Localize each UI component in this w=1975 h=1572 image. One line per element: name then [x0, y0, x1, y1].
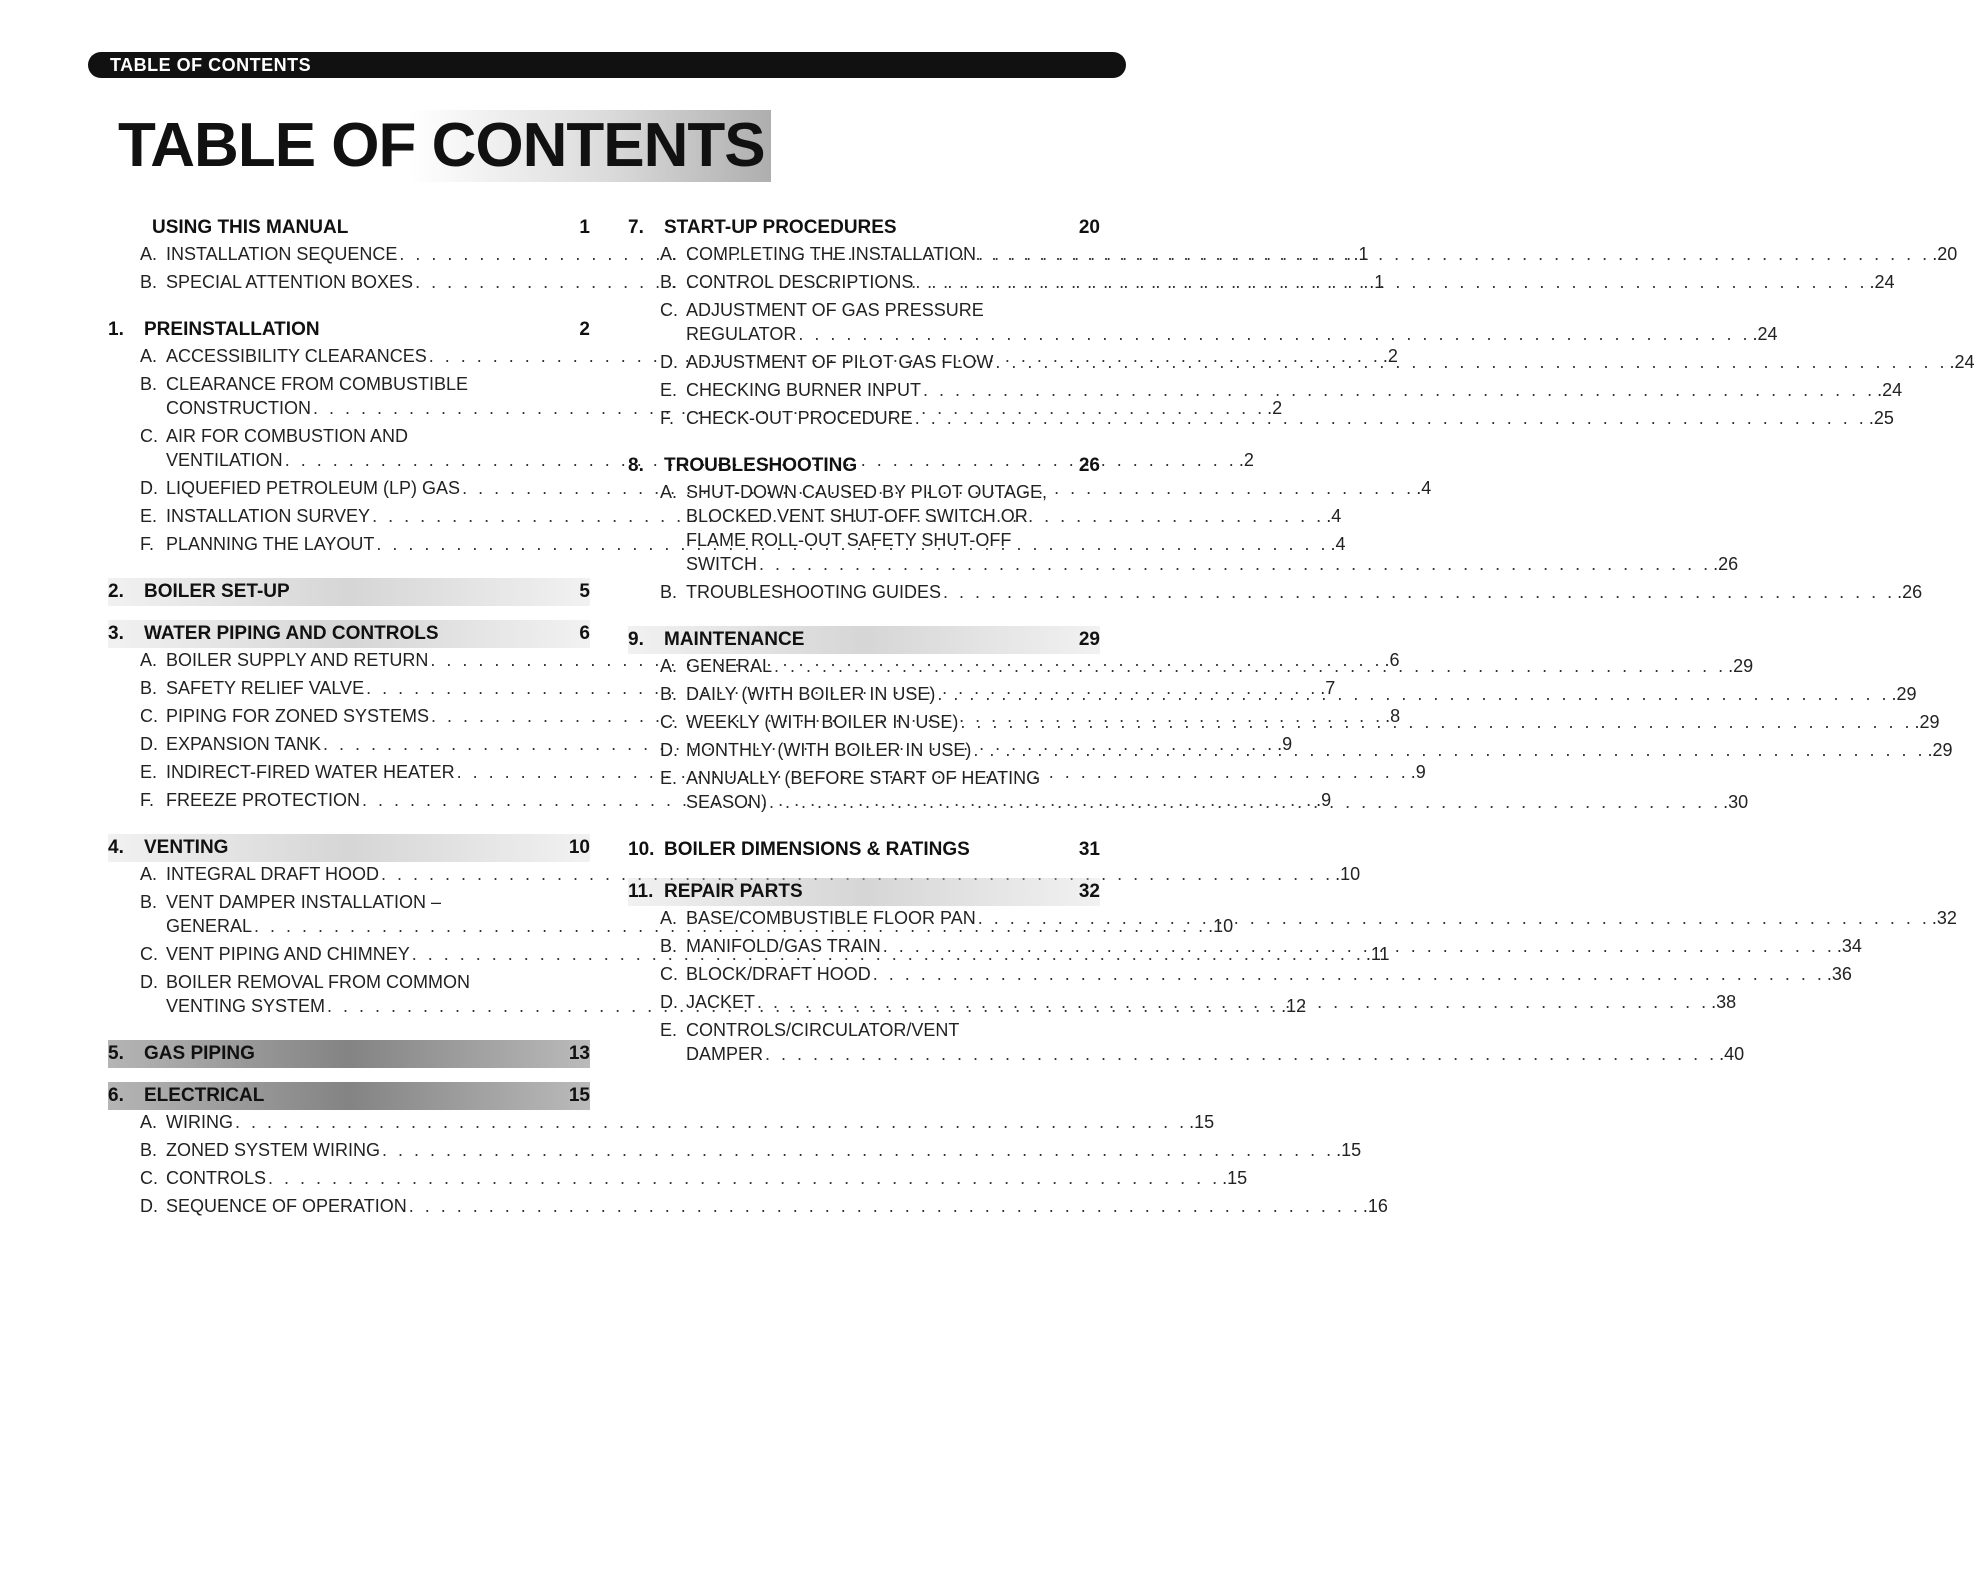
- entry-letter: E.: [140, 762, 158, 782]
- section-number: 9.: [628, 629, 644, 650]
- entry-page-number: .24: [1949, 352, 1975, 372]
- section-heading[interactable]: [628, 214, 1100, 242]
- entry-letter: D.: [660, 352, 678, 372]
- entry-text: BOILER SUPPLY AND RETURN: [166, 650, 429, 670]
- entry-page-number: .24: [1752, 324, 1778, 344]
- entry-text: CONTROLS/CIRCULATOR/VENT: [686, 1020, 960, 1040]
- toc-section-gas-piping: [108, 1040, 590, 1068]
- dot-leader: [978, 906, 1930, 930]
- entry-letter: D.: [140, 1196, 158, 1216]
- dot-leader: [268, 1166, 1220, 1190]
- entry-letter: C.: [660, 300, 678, 320]
- section-title: ELECTRICAL: [144, 1085, 265, 1106]
- entry-text: PLANNING THE LAYOUT: [166, 534, 375, 554]
- entry-letter: D.: [660, 992, 678, 1012]
- entry-text: EXPANSION TANK: [166, 734, 322, 754]
- section-title: BOILER DIMENSIONS & RATINGS: [664, 839, 970, 860]
- entry-text: CONSTRUCTION: [166, 398, 311, 418]
- entry-text: WEEKLY (WITH BOILER IN USE): [686, 712, 959, 732]
- entry-page-number: .2: [1267, 398, 1283, 418]
- entry-page-number: .15: [1222, 1168, 1248, 1188]
- entry-page-number: .2: [1382, 346, 1398, 366]
- dot-leader: [883, 934, 1835, 958]
- section-number: 4.: [108, 837, 124, 858]
- section-heading[interactable]: [108, 1040, 590, 1068]
- entry-page-number: .26: [1713, 554, 1739, 574]
- entry-page-number: .2: [1238, 450, 1254, 470]
- entry-letter: C.: [140, 1168, 158, 1188]
- entry-page-number: .40: [1719, 1044, 1745, 1064]
- toc-entry[interactable]: [140, 1194, 1388, 1218]
- entry-text: SEQUENCE OF OPERATION: [166, 1196, 407, 1216]
- section-heading[interactable]: [108, 316, 590, 344]
- entry-letter: A.: [660, 482, 678, 502]
- entry-text: VENTING SYSTEM: [166, 996, 326, 1016]
- entry-letter: E.: [660, 1020, 678, 1040]
- entry-page-number: .25: [1868, 408, 1894, 428]
- entry-text: ZONED SYSTEM WIRING: [166, 1140, 381, 1160]
- section-heading[interactable]: [108, 620, 590, 648]
- entry-letter: B.: [660, 582, 678, 602]
- toc-entry[interactable]: [660, 654, 1754, 678]
- entry-text: VENTILATION: [166, 450, 283, 470]
- dot-leader: [235, 1110, 1187, 1134]
- toc-entry[interactable]: [660, 378, 1903, 402]
- dot-leader: [757, 990, 1709, 1014]
- entry-page-number: .29: [1927, 740, 1953, 760]
- entry-text: JACKET: [686, 992, 756, 1012]
- toc-entry[interactable]: [660, 580, 1923, 604]
- entry-text: INTEGRAL DRAFT HOOD: [166, 864, 380, 884]
- entry-text: FREEZE PROTECTION: [166, 790, 361, 810]
- toc-entry[interactable]: [660, 270, 1895, 294]
- entry-page-number: .36: [1826, 964, 1852, 984]
- entry-text: CHECK-OUT PROCEDURE: [686, 408, 913, 428]
- entry-letter: C.: [140, 944, 158, 964]
- dot-leader: [873, 962, 1825, 986]
- dot-leader: [382, 1138, 1334, 1162]
- entry-letter: B.: [660, 936, 678, 956]
- entry-page-number: .9: [1410, 762, 1426, 782]
- entry-text: SEASON): [686, 792, 768, 812]
- toc-entry[interactable]: [660, 766, 1749, 814]
- entry-letter: B.: [140, 272, 158, 292]
- entry-page-number: .12: [1281, 996, 1307, 1016]
- entry-page-number: .8: [1385, 706, 1401, 726]
- dot-leader: [937, 682, 1889, 706]
- entry-text: BLOCK/DRAFT HOOD: [686, 964, 871, 984]
- entry-page-number: .9: [1277, 734, 1293, 754]
- section-gap: [628, 818, 1100, 836]
- entry-text: CHECKING BURNER INPUT: [686, 380, 922, 400]
- section-page-number: 31: [1078, 839, 1100, 860]
- section-number: 3.: [108, 623, 124, 644]
- section-gap: [108, 606, 590, 620]
- toc-section-start-up-procedures: [628, 214, 1975, 430]
- entry-page-number: .4: [1416, 478, 1432, 498]
- section-page-number: 6: [579, 623, 590, 644]
- section-page-number: 10: [568, 837, 590, 858]
- entry-page-number: .29: [1891, 684, 1917, 704]
- entry-text: MONTHLY (WITH BOILER IN USE): [686, 740, 972, 760]
- entry-page-number: .10: [1208, 916, 1234, 936]
- entry-page-number: .16: [1362, 1196, 1388, 1216]
- entry-letter: A.: [140, 864, 158, 884]
- section-heading[interactable]: [108, 1082, 590, 1110]
- entry-letter: B.: [140, 892, 158, 912]
- entry-text: DAILY (WITH BOILER IN USE): [686, 684, 936, 704]
- dot-leader: [943, 580, 1895, 604]
- entry-letter: B.: [660, 684, 678, 704]
- toc-entry[interactable]: [660, 350, 1975, 374]
- page-title: TABLE OF CONTENTS: [112, 110, 771, 182]
- entry-text: ACCESSIBILITY CLEARANCES: [166, 346, 427, 366]
- dot-leader: [774, 654, 1726, 678]
- toc-entry[interactable]: [660, 406, 1894, 430]
- section-page-number: 32: [1078, 881, 1100, 902]
- section-number: 8.: [628, 455, 644, 476]
- entry-letter: A.: [140, 1112, 158, 1132]
- entry-letter: A.: [660, 908, 678, 928]
- section-heading[interactable]: [108, 214, 590, 242]
- toc-entry[interactable]: [660, 738, 1953, 762]
- entry-text: LIQUEFIED PETROLEUM (LP) GAS: [166, 478, 461, 498]
- section-title: USING THIS MANUAL: [152, 217, 349, 238]
- toc-entry[interactable]: [660, 682, 1917, 706]
- section-gap: [628, 608, 1100, 626]
- entry-page-number: .7: [1320, 678, 1336, 698]
- entry-letter: B.: [140, 1140, 158, 1160]
- entry-letter: D.: [140, 478, 158, 498]
- entry-page-number: .15: [1336, 1140, 1362, 1160]
- entry-text: CLEARANCE FROM COMBUSTIBLE: [166, 374, 469, 394]
- toc-entry[interactable]: [660, 298, 1778, 346]
- section-page-number: 2: [579, 319, 590, 340]
- entry-page-number: .30: [1723, 792, 1749, 812]
- entry-letter: C.: [140, 426, 158, 446]
- entry-page-number: .29: [1914, 712, 1940, 732]
- entry-page-number: .24: [1877, 380, 1903, 400]
- entry-text: CONTROLS: [166, 1168, 267, 1188]
- entry-text: WIRING: [166, 1112, 233, 1132]
- section-number: 5.: [108, 1043, 124, 1064]
- entry-letter: C.: [660, 964, 678, 984]
- section-gap: [108, 816, 590, 834]
- entry-text: VENT PIPING AND CHIMNEY: [166, 944, 410, 964]
- entry-page-number: .24: [1869, 272, 1895, 292]
- entry-text: ANNUALLY (BEFORE START OF HEATING: [686, 768, 1041, 788]
- entry-text: VENT DAMPER INSTALLATION –: [166, 892, 442, 912]
- entry-letter: F.: [660, 408, 675, 428]
- entry-text: SAFETY RELIEF VALVE: [166, 678, 365, 698]
- dot-leader: [923, 378, 1875, 402]
- section-number: 11.: [628, 881, 654, 902]
- dot-leader: [765, 1042, 1717, 1066]
- entry-text: INDIRECT-FIRED WATER HEATER: [166, 762, 455, 782]
- entry-text: BASE/COMBUSTIBLE FLOOR PAN: [686, 908, 976, 928]
- entry-letter: A.: [660, 244, 678, 264]
- entry-text: COMPLETING THE INSTALLATION: [686, 244, 977, 264]
- section-page-number: 15: [568, 1085, 590, 1106]
- entry-page-number: .15: [1189, 1112, 1215, 1132]
- entry-letter: C.: [660, 712, 678, 732]
- entry-letter: A.: [140, 650, 158, 670]
- entry-page-number: .34: [1836, 936, 1862, 956]
- entry-text: PIPING FOR ZONED SYSTEMS: [166, 706, 430, 726]
- toc-entry[interactable]: [140, 1166, 1248, 1190]
- dot-leader: [995, 350, 1947, 374]
- entry-letter: A.: [140, 346, 158, 366]
- entry-text: REGULATOR: [686, 324, 797, 344]
- section-heading[interactable]: [628, 626, 1100, 654]
- section-title: WATER PIPING AND CONTROLS: [144, 623, 439, 644]
- entry-text: FLAME ROLL-OUT SAFETY SHUT-OFF: [686, 530, 1012, 550]
- toc-section-electrical: [108, 1082, 1388, 1218]
- toc-entry[interactable]: [140, 1110, 1215, 1134]
- entry-page-number: .20: [1932, 244, 1958, 264]
- entry-text: ADJUSTMENT OF PILOT GAS FLOW: [686, 352, 994, 372]
- toc-entry[interactable]: [660, 1018, 1745, 1066]
- section-gap: [628, 434, 1100, 452]
- entry-text: AIR FOR COMBUSTION AND: [166, 426, 409, 446]
- section-page-number: 5: [579, 581, 590, 602]
- section-title: MAINTENANCE: [664, 629, 805, 650]
- section-heading[interactable]: [628, 452, 1100, 480]
- section-gap: [108, 1022, 590, 1040]
- section-gap: [108, 560, 590, 578]
- section-number: 10.: [628, 839, 655, 860]
- entry-letter: A.: [140, 244, 158, 264]
- entry-text: BLOCKED VENT SHUT-OFF SWITCH OR: [686, 506, 1028, 526]
- dot-leader: [973, 738, 1925, 762]
- dot-leader: [769, 790, 1721, 814]
- entry-letter: A.: [660, 656, 678, 676]
- entry-text: SPECIAL ATTENTION BOXES: [166, 272, 414, 292]
- dot-leader: [409, 1194, 1361, 1218]
- entry-text: ADJUSTMENT OF GAS PRESSURE: [686, 300, 984, 320]
- section-page-number: 1: [579, 217, 590, 238]
- entry-text: BOILER REMOVAL FROM COMMON: [166, 972, 471, 992]
- section-page-number: 29: [1078, 629, 1100, 650]
- section-heading[interactable]: [628, 836, 1100, 864]
- section-heading[interactable]: [628, 878, 1100, 906]
- section-title: VENTING: [144, 837, 229, 858]
- entry-letter: E.: [140, 506, 158, 526]
- entry-letter: E.: [660, 380, 678, 400]
- entry-letter: B.: [660, 272, 678, 292]
- entry-letter: F.: [140, 534, 155, 554]
- toc-entry[interactable]: [140, 1138, 1362, 1162]
- entry-text: DAMPER: [686, 1044, 764, 1064]
- dot-leader: [915, 270, 1867, 294]
- dot-leader: [978, 242, 1930, 266]
- toc-entry[interactable]: [660, 710, 1940, 734]
- toc-entry[interactable]: [660, 480, 1739, 576]
- entry-letter: B.: [140, 678, 158, 698]
- entry-text: INSTALLATION SURVEY: [166, 506, 371, 526]
- entry-letter: D.: [140, 734, 158, 754]
- entry-letter: D.: [140, 972, 158, 992]
- entry-letter: F.: [140, 790, 155, 810]
- toc-entry[interactable]: [660, 242, 1958, 266]
- entry-text: GENERAL: [686, 656, 773, 676]
- section-title: GAS PIPING: [144, 1043, 255, 1064]
- section-gap: [628, 864, 1100, 878]
- entry-page-number: .1: [1369, 272, 1385, 292]
- entry-letter: B.: [140, 374, 158, 394]
- section-title: PREINSTALLATION: [144, 319, 320, 340]
- entry-page-number: .6: [1384, 650, 1400, 670]
- section-heading[interactable]: [108, 834, 590, 862]
- entry-page-number: .32: [1931, 908, 1957, 928]
- entry-page-number: .10: [1335, 864, 1361, 884]
- entry-page-number: .38: [1711, 992, 1737, 1012]
- entry-text: CONTROL DESCRIPTIONS: [686, 272, 914, 292]
- section-title: START-UP PROCEDURES: [664, 217, 897, 238]
- entry-page-number: .4: [1326, 506, 1342, 526]
- dot-leader: [759, 552, 1711, 576]
- entry-letter: E.: [660, 768, 678, 788]
- section-heading[interactable]: [108, 578, 590, 606]
- section-page-number: 13: [568, 1043, 590, 1064]
- section-number: 2.: [108, 581, 124, 602]
- dot-leader: [798, 322, 1750, 346]
- entry-page-number: .26: [1897, 582, 1923, 602]
- entry-text: INSTALLATION SEQUENCE: [166, 244, 398, 264]
- section-gap: [108, 1068, 590, 1082]
- header-bar: [88, 52, 1126, 78]
- entry-letter: C.: [140, 706, 158, 726]
- toc-entry[interactable]: [140, 862, 1361, 886]
- toc-section-troubleshooting: [628, 452, 1923, 604]
- toc-section-boiler-set-up: [108, 578, 590, 606]
- section-page-number: 20: [1078, 217, 1100, 238]
- section-page-number: 26: [1078, 455, 1100, 476]
- header-label: TABLE OF CONTENTS: [110, 55, 312, 75]
- section-number: 6.: [108, 1085, 124, 1106]
- entry-page-number: .1: [1353, 244, 1369, 264]
- dot-leader: [915, 406, 1867, 430]
- toc-section-maintenance: [628, 626, 1953, 814]
- entry-page-number: .29: [1728, 656, 1754, 676]
- entry-text: TROUBLESHOOTING GUIDES: [686, 582, 942, 602]
- dot-leader: [960, 710, 1912, 734]
- section-number: 1.: [108, 319, 124, 340]
- section-title: BOILER SET-UP: [144, 581, 290, 602]
- entry-text: GENERAL: [166, 916, 253, 936]
- entry-text: SWITCH: [686, 554, 757, 574]
- toc-entry[interactable]: [660, 962, 1852, 986]
- entry-text: SHUT-DOWN CAUSED BY PILOT OUTAGE,: [686, 482, 1048, 502]
- toc-section-boiler-dimensions-and-ratings: [628, 836, 1100, 864]
- entry-page-number: .11: [1365, 944, 1390, 964]
- entry-page-number: .4: [1330, 534, 1346, 554]
- section-number: 7.: [628, 217, 644, 238]
- section-title: TROUBLESHOOTING: [664, 455, 858, 476]
- section-title: REPAIR PARTS: [664, 881, 803, 902]
- entry-text: MANIFOLD/GAS TRAIN: [686, 936, 881, 956]
- entry-letter: D.: [660, 740, 678, 760]
- entry-page-number: .9: [1316, 790, 1332, 810]
- section-gap: [108, 298, 590, 316]
